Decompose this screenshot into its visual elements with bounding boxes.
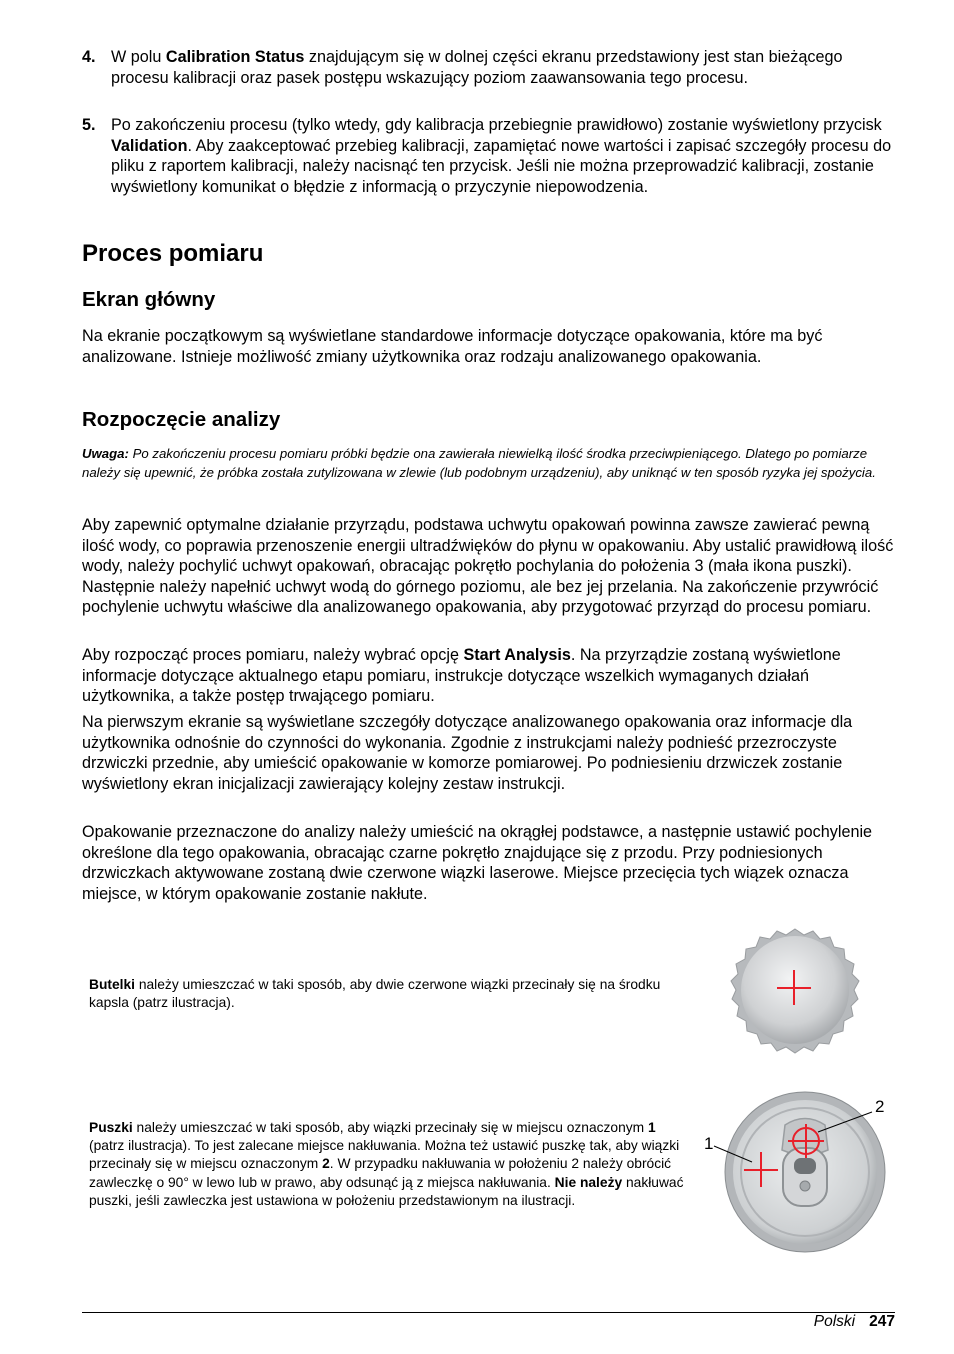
step-number: 4.	[82, 48, 96, 66]
step-number: 5.	[82, 116, 96, 134]
note	[82, 444, 902, 482]
paragraph-placement: Opakowanie przeznaczone do analizy należy umieścić na okrągłej podstawce, a następnie ustawić pochylenie określone dla tego opakowania, obracając czarne pokrętło znajdujące się z przodu. Przy podniesionych drzwiczkach aktywowane zostaną dwie czerwone wiązki laserowe. Miejsce przecięcia tych wiązek oznacza miejsce, w którym opakowanie zostanie nakłute.	[82, 823, 873, 903]
validation-term: Validation	[111, 136, 188, 155]
start-analysis-heading: Rozpoczęcie analizy	[82, 408, 281, 431]
section-title: Proces pomiaru	[82, 240, 264, 267]
start-analysis-term: Start Analysis	[463, 646, 571, 664]
footer-language: Polski	[813, 1313, 856, 1330]
main-screen-heading: Ekran główny	[82, 288, 216, 311]
bottles-text: Butelki należy umieszczać w taki sposób, aby dwie czerwone wiązki przecinały się na środku kapsla (patrz ilustracja).	[89, 977, 661, 1011]
footer-rule	[82, 1312, 895, 1313]
position-2-ref: 2	[322, 1156, 330, 1172]
note-label: Uwaga:	[82, 446, 129, 461]
step-text: W polu Calibration Status znajdującym się w dolnej części ekranu przedstawiony jest stan bieżącego procesu kalibracji oraz pasek postępu wskazujący poziom zaawansowania tego procesu.	[111, 48, 843, 87]
position-1-ref: 1	[648, 1120, 656, 1135]
cans-text: Puszki należy umieszczać w taki sposób, aby wiązki przecinały się w miejscu oznaczonym 1 (patrz ilustracja). To jest zalecane miejsce nakłuwania. Można też ustawić puszkę tak, aby wiązki przecinały się w miejscu oznaczonym 2. W przypadku nakłuwania w położeniu 2 należy obrócić zawleczkę o 90° w lewo lub w prawo, aby odsunąć ją z miejsca nakłuwania. Nie należy nakłuwać puszki, jeśli zawleczka jest ustawiona w położeniu przedstawionym na ilustracji.	[89, 1120, 684, 1208]
marker-label-2: 2	[875, 1097, 885, 1116]
footer	[814, 1313, 895, 1331]
note-text: Po zakończeniu procesu pomiaru próbki będzie ona zawierała niewielką ilość środka przeciwpieniącego. Dlatego po pomiarze należy się upewnić, że próbka została zutylizowana w zlewie (lub podobnym urządzeniu), aby uniknąć w ten sposób ryzyka jej spożycia.	[82, 446, 876, 480]
main-screen-text: Na ekranie początkowym są wyświetlane standardowe informacje dotyczące opakowania, które ma być analizowane. Istnieje możliwość zmiany użytkownika oraz rodzaju analizowanego opakowania.	[82, 327, 823, 366]
marker-label-1: 1	[704, 1134, 714, 1153]
can-top-illustration	[700, 1090, 900, 1260]
step-5	[82, 115, 902, 219]
page-number: 247	[869, 1313, 895, 1330]
bottle-cap-illustration	[725, 925, 865, 1060]
bottles-term: Butelki	[89, 977, 135, 992]
cans-term: Puszki	[89, 1120, 133, 1135]
step-text: Po zakończeniu procesu (tylko wtedy, gdy kalibracja przebiegnie prawidłowo) zostanie wyświetlony przycisk Validation. Aby zaakceptować przebieg kalibracji, zapamiętać nowe wartości i zapisać szczegóły procesu do pliku z raportem kalibracji, należy nacisnąć ten przycisk. Jeśli nie można przeprowadzić kalibracji, zostanie wyświetlony komunikat o błędzie z informacją o przyczynie niepowodzenia.	[111, 116, 892, 196]
paragraph-first-screen: Na pierwszym ekranie są wyświetlane szczegóły dotyczące analizowanego opakowania oraz informacje dla użytkownika odnośnie do czynności do wykonania. Zgodnie z instrukcjami należy podnieść przezroczyste drzwiczki przednie, aby umieścić opakowanie w komorze pomiarowej. Po podniesieniu drzwiczek zostanie wyświetlony ekran inicjalizacji zawierający kolejny zestaw instrukcji.	[82, 713, 853, 793]
do-not-term: Nie należy	[554, 1174, 623, 1190]
calibration-status-term: Calibration Status	[165, 48, 305, 66]
paragraph-start: Aby rozpocząć proces pomiaru, należy wybrać opcję Start Analysis. Na przyrządzie zostaną wyświetlone informacje dotyczące aktualnego etapu pomiaru, instrukcje dotyczące wszelkich wymaganych działań użytkownika, a także postęp trwającego pomiaru.	[82, 646, 841, 705]
paragraph-water: Aby zapewnić optymalne działanie przyrządu, podstawa uchwytu opakowań powinna zawsze zawierać pewną ilość wody, co poprawia przenoszenie energii ultradźwięków do płynu w opakowaniu. Aby ustalić prawidłową ilość wody, należy pochylić uchwyt opakowań, obracając pokrętło pochylania do położenia 3 (mała ikona puszki). Następnie należy napełnić uchwyt wodą do górnego poziomu, ale bez jej przelania. Na zakończenie przywrócić pochylenie uchwytu właściwe dla analizowanego opakowania, aby przygotować przyrząd do procesu pomiaru.	[82, 516, 894, 616]
step-4	[82, 47, 902, 109]
